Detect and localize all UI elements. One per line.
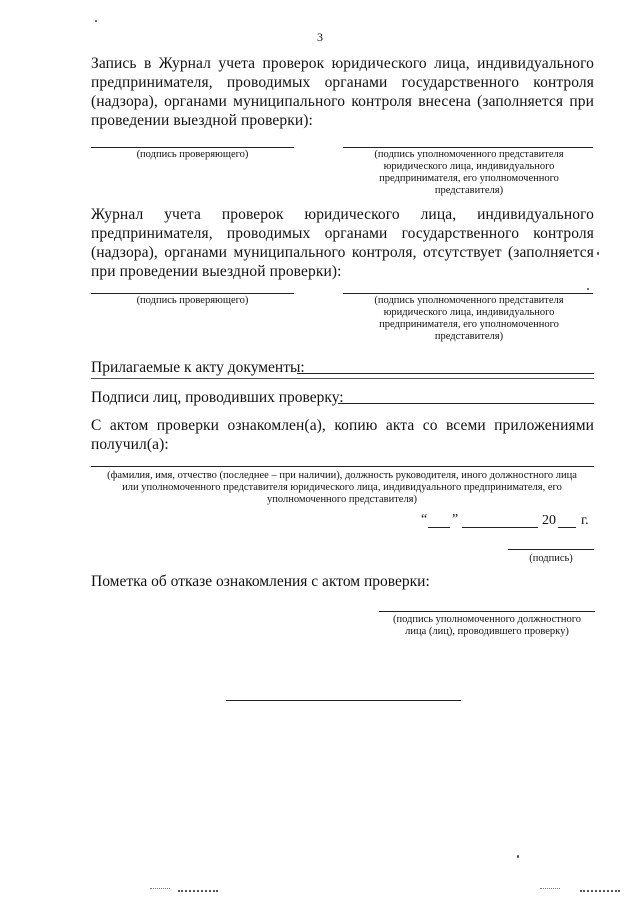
inspector-caption-1: (подпись проверяющего)	[136, 149, 249, 160]
date-open-quote: “	[421, 512, 428, 527]
date-year-line	[558, 527, 576, 528]
journal-absent-text: Журнал учета проверок юридического лица, индивидуального предпринимателя, проводимых органами государственного контроля (надзора), органами муниципального контроля, отсутствует (заполняется при проведении выездной проверки):	[91, 206, 594, 280]
acquainted-text: С актом проверки ознакомлен(а), копию акта со всеми приложениями получил(а):	[91, 417, 594, 453]
page-number: 3	[317, 30, 323, 44]
refusal-signature-line	[379, 611, 595, 612]
date-close-quote: ”	[452, 512, 459, 527]
inspector-signature-line-2	[91, 293, 294, 294]
refusal-label: Пометка об отказе ознакомления с актом проверки:	[91, 573, 430, 590]
scan-speck	[95, 20, 97, 22]
representative-signature-line-2	[343, 293, 593, 294]
attached-documents-line-2	[91, 378, 594, 379]
scan-noise	[580, 890, 620, 892]
acquainted-signature-line	[91, 466, 594, 467]
scan-noise	[150, 888, 170, 889]
representative-caption-1: (подпись уполномоченного представителя юридического лица, индивидуального предпринимателя, его уполномоченного представителя)	[374, 149, 564, 196]
inspector-signatures-line	[338, 403, 594, 404]
attached-documents-line	[297, 373, 594, 374]
date-year-prefix: 20	[542, 513, 556, 528]
signature-caption: (подпись)	[529, 553, 573, 564]
inspector-signatures-label: Подписи лиц, проводивших проверку:	[91, 389, 344, 406]
acquainted-caption: (фамилия, имя, отчество (последнее – при наличии), должность руководителя, иного должностного лица или уполномоченного представителя юридического лица, индивидуального предпринимателя, его уполномоченного представителя)	[107, 470, 577, 505]
closing-rule	[226, 700, 461, 701]
scan-noise	[540, 888, 560, 889]
date-day-line	[428, 527, 450, 528]
date-month-line	[462, 527, 538, 528]
scan-speck	[597, 252, 599, 255]
scan-speck	[587, 288, 589, 290]
representative-caption-2: (подпись уполномоченного представителя юридического лица, индивидуального предпринимателя, его уполномоченного представителя)	[374, 295, 564, 342]
attached-documents-label: Прилагаемые к акту документы:	[91, 359, 305, 376]
journal-entry-text: Запись в Журнал учета проверок юридического лица, индивидуального предпринимателя, проводимых органами государственного контроля (надзора), органами муниципального контроля внесена (заполняется при проведении выездной проверки):	[91, 55, 594, 129]
representative-signature-line-1	[343, 147, 593, 148]
inspector-signature-line-1	[91, 147, 294, 148]
scan-noise	[178, 890, 218, 892]
refusal-caption: (подпись уполномоченного должностного лица (лиц), проводившего проверку)	[392, 614, 582, 637]
scan-speck	[517, 855, 519, 858]
date-year-suffix: г.	[581, 513, 589, 528]
acquainted-signature-short-line	[508, 549, 594, 550]
inspector-caption-2: (подпись проверяющего)	[136, 295, 249, 306]
